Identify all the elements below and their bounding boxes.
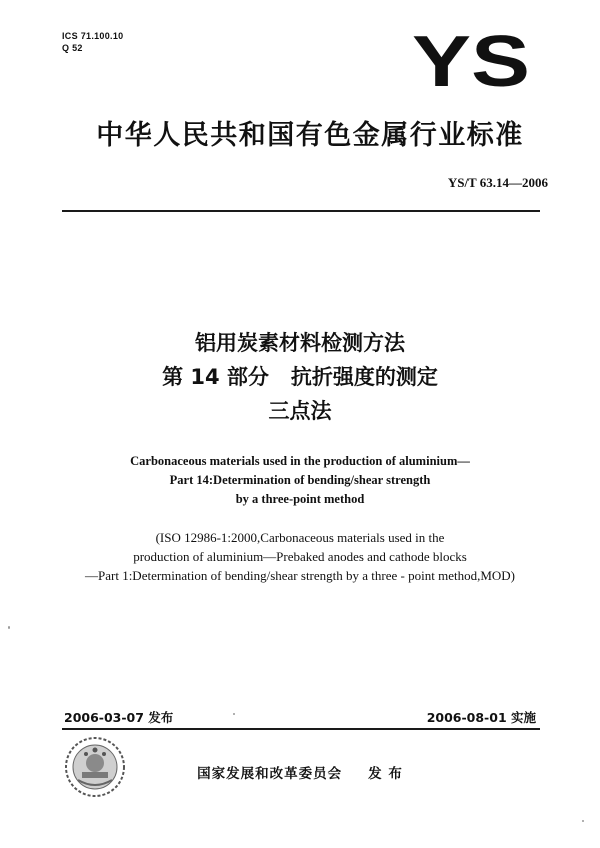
english-title-line2: Part 14:Determination of bending/shear strength [169, 473, 431, 487]
iso-reference-line2: production of aluminium—Prebaked anodes and cathode blocks [133, 549, 467, 564]
iso-reference-line1: (ISO 12986-1:2000,Carbonaceous materials used in the [155, 530, 445, 545]
issuer-action: 发 布 [368, 766, 403, 782]
english-title [0, 452, 600, 509]
english-title-line3: by a three-point method [235, 492, 365, 506]
english-title-line1: Carbonaceous materials used in the production of aluminium— [130, 454, 470, 468]
top-divider [62, 210, 540, 212]
issuing-authority [0, 762, 600, 782]
chinese-title-topic: 抗折强度的测定 [290, 365, 438, 389]
chinese-title-line3: 三点法 [268, 399, 332, 423]
ccs-code: Q 52 [62, 43, 83, 53]
ys-logo [410, 26, 532, 92]
chinese-title-part: 第 14 部分 [162, 365, 269, 389]
scan-speck [233, 713, 235, 715]
standard-type-title: 中华人民共和国有色金属行业标准 [96, 120, 524, 151]
ys-logo-text: YS [412, 26, 530, 92]
chinese-title-line1: 铝用炭素材料检测方法 [195, 331, 405, 355]
scan-speck [582, 820, 584, 822]
iso-reference-line3: —Part 1:Determination of bending/shear strength by a three - point method,MOD) [85, 568, 515, 583]
implement-date: 2006-08-01 实施 [426, 710, 536, 725]
chinese-title [0, 326, 600, 428]
chinese-title-line2 [0, 360, 600, 394]
issuer-name: 国家发展和改革委员会 [197, 766, 343, 782]
classification-codes [62, 30, 123, 54]
scan-speck [8, 626, 10, 629]
bottom-divider [62, 728, 540, 730]
ics-code: ICS 71.100.10 [62, 31, 124, 41]
standard-code: YS/T 63.14—2006 [447, 175, 548, 190]
iso-reference [0, 528, 600, 585]
publish-date: 2006-03-07 发布 [64, 710, 174, 725]
